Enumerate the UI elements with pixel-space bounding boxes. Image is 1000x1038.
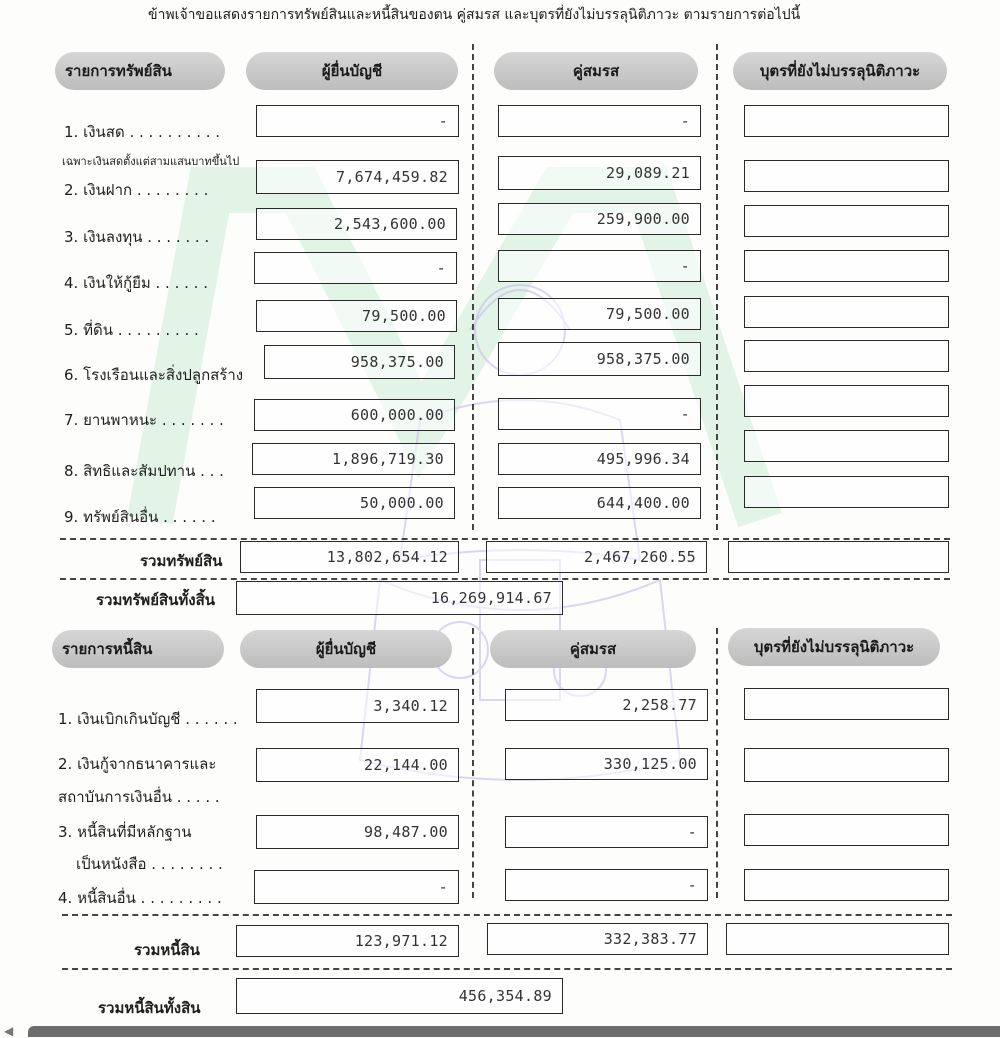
asset-children-field[interactable] (744, 160, 949, 192)
liabilities-col-spouse: คู่สมรส (490, 630, 696, 668)
liability-row-label: 3. หนี้สินที่มีหลักฐาน (58, 823, 192, 841)
liability-spouse-field[interactable]: - (505, 816, 708, 848)
liability-children-field[interactable] (744, 869, 949, 901)
asset-spouse-field[interactable]: 29,089.21 (498, 156, 701, 190)
assets-col-spouse: คู่สมรส (494, 52, 698, 90)
liability-declarant-field[interactable]: 22,144.00 (256, 748, 459, 782)
asset-row-label: 2. เงินฝาก . . . . . . . . (64, 181, 209, 199)
liability-declarant-field[interactable]: 98,487.00 (256, 815, 459, 849)
asset-row-label: 6. โรงเรือนและสิ่งปลูกสร้าง (64, 366, 244, 384)
asset-declarant-field[interactable]: - (254, 252, 457, 284)
liabilities-grand-label: รวมหนี้สินทั้งสิน (98, 999, 201, 1017)
asset-children-field[interactable] (744, 250, 949, 282)
asset-spouse-field[interactable]: 958,375.00 (498, 342, 701, 376)
column-divider (716, 44, 718, 530)
asset-declarant-field[interactable]: 600,000.00 (254, 399, 455, 431)
liabilities-header: รายการหนี้สิน (52, 630, 224, 668)
assets-total-label: รวมทรัพย์สิน (140, 552, 223, 570)
assets-grand-total[interactable]: 16,269,914.67 (236, 581, 563, 615)
column-divider (472, 628, 474, 898)
asset-children-field[interactable] (744, 476, 949, 508)
divider (62, 968, 952, 970)
liability-row-label: 2. เงินกู้จากธนาคารและ (58, 755, 217, 773)
liability-spouse-field[interactable]: 2,258.77 (505, 689, 708, 721)
assets-grand-label: รวมทรัพย์สินทั้งสิ้น (96, 591, 216, 609)
assets-header: รายการทรัพย์สิน (55, 52, 225, 90)
liability-declarant-field[interactable]: - (254, 870, 459, 904)
asset-declarant-field[interactable]: 1,896,719.30 (252, 443, 455, 475)
asset-children-field[interactable] (744, 296, 949, 328)
liabilities-col-declarant: ผู้ยื่นบัญชี (240, 630, 452, 668)
assets-col-children: บุตรที่ยังไม่บรรลุนิติภาวะ (733, 52, 947, 90)
liability-spouse-field[interactable]: - (505, 869, 708, 901)
liability-children-field[interactable] (744, 688, 949, 720)
liabilities-total-declarant[interactable]: 123,971.12 (236, 925, 459, 957)
cash-note: เฉพาะเงินสดตั้งแต่สามแสนบาทขึ้นไป (62, 155, 240, 168)
liabilities-total-spouse[interactable]: 332,383.77 (487, 923, 708, 955)
asset-row-label: 8. สิทธิและสัมปทาน . . . (64, 462, 224, 480)
asset-spouse-field[interactable]: 495,996.34 (498, 443, 701, 475)
horizontal-scrollbar[interactable] (28, 1026, 1000, 1037)
assets-total-children[interactable] (728, 541, 949, 573)
divider (60, 538, 950, 540)
liability-row-label: 1. เงินเบิกเกินบัญชี . . . . . . (58, 710, 238, 728)
asset-declarant-field[interactable]: 50,000.00 (254, 487, 455, 519)
liabilities-grand-total[interactable]: 456,354.89 (236, 978, 563, 1014)
liability-spouse-field[interactable]: 330,125.00 (505, 748, 708, 780)
asset-spouse-field[interactable]: - (498, 398, 701, 430)
liabilities-total-children[interactable] (726, 923, 949, 955)
asset-children-field[interactable] (744, 340, 949, 372)
asset-row-label: 7. ยานพาหนะ . . . . . . . (64, 411, 224, 429)
asset-row-label: 5. ที่ดิน . . . . . . . . . (64, 321, 199, 339)
liability-row-label-cont: เป็นหนังสือ . . . . . . . . (76, 855, 223, 873)
column-divider (472, 44, 474, 530)
asset-declarant-field[interactable]: 79,500.00 (256, 300, 457, 332)
scroll-left-icon[interactable]: ◀ (4, 1024, 14, 1038)
asset-children-field[interactable] (744, 105, 949, 137)
asset-declarant-field[interactable]: 7,674,459.82 (256, 160, 459, 194)
asset-declarant-field[interactable]: - (256, 105, 459, 137)
assets-col-declarant: ผู้ยื่นบัญชี (246, 52, 458, 90)
asset-row-label: 3. เงินลงทุน . . . . . . . (64, 228, 210, 246)
liabilities-col-children: บุตรที่ยังไม่บรรลุนิติภาวะ (728, 628, 940, 666)
liability-children-field[interactable] (744, 748, 949, 782)
divider (62, 914, 952, 916)
asset-children-field[interactable] (744, 385, 949, 417)
asset-declarant-field[interactable]: 2,543,600.00 (256, 208, 457, 240)
liability-row-label-cont: สถาบันการเงินอื่น . . . . . (58, 788, 220, 806)
asset-row-label: 1. เงินสด . . . . . . . . . . (64, 123, 221, 141)
assets-total-declarant[interactable]: 13,802,654.12 (240, 541, 459, 573)
asset-row-label: 9. ทรัพย์สินอื่น . . . . . . (64, 508, 216, 526)
liability-declarant-field[interactable]: 3,340.12 (256, 689, 459, 723)
liability-row-label: 4. หนี้สินอื่น . . . . . . . . . (58, 889, 222, 907)
asset-row-label: 4. เงินให้กู้ยืม . . . . . . (64, 274, 208, 292)
divider (60, 578, 950, 580)
asset-spouse-field[interactable]: - (498, 250, 701, 282)
asset-spouse-field[interactable]: 259,900.00 (498, 203, 701, 235)
assets-total-spouse[interactable]: 2,467,260.55 (486, 541, 707, 573)
liability-children-field[interactable] (744, 814, 949, 846)
asset-spouse-field[interactable]: - (498, 105, 701, 137)
page-title: ข้าพเจ้าขอแสดงรายการทรัพย์สินและหนี้สินของตน คู่สมรส และบุตรที่ยังไม่บรรลุนิติภาวะ ตามรายการต่อไปนี้ (148, 7, 801, 23)
asset-children-field[interactable] (744, 205, 949, 237)
column-divider (716, 628, 718, 898)
asset-children-field[interactable] (744, 430, 949, 462)
asset-spouse-field[interactable]: 644,400.00 (498, 487, 701, 519)
asset-declarant-field[interactable]: 958,375.00 (264, 345, 455, 379)
liabilities-total-label: รวมหนี้สิน (134, 941, 200, 959)
asset-spouse-field[interactable]: 79,500.00 (498, 298, 701, 330)
